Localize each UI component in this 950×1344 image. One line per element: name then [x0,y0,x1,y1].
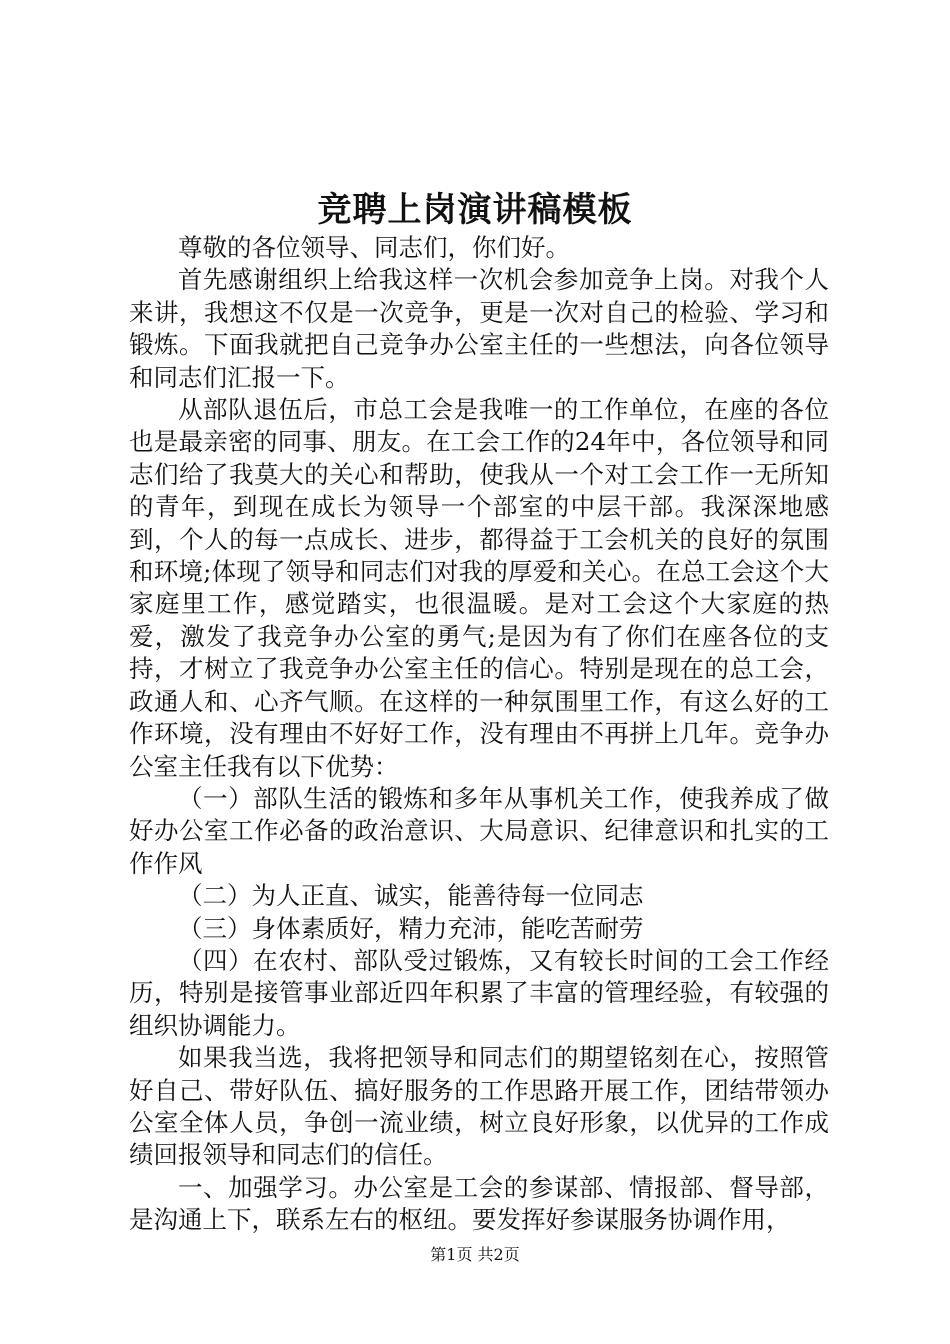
paragraph-background: 从部队退伍后，市总工会是我唯一的工作单位，在座的各位也是最亲密的同事、朋友。在工会工作的24年中，各位领导和同志们给了我莫大的关心和帮助，使我从一个对工会工作一无所知的青年，到现在成长为领导一个部室的中层干部。我深深地感到，个人的每一点成长、进步，都得益于工会机关的良好的氛围和环境;体现了领导和同志们对我的厚爱和关心。在总工会这个大家庭里工作，感觉踏实，也很温暖。是对工会这个大家庭的热爱，激发了我竞争办公室的勇气;是因为有了你们在座各位的支持，才树立了我竞争办公室主任的信心。特别是现在的总工会，政通人和、心齐气顺。在这样的一种氛围里工作，有这么好的工作环境，没有理由不好好工作，没有理由不再拼上几年。竞争办公室主任我有以下优势： [129,395,829,781]
document-body [129,232,829,1237]
paragraph-pledge: 如果我当选，我将把领导和同志们的期望铭刻在心，按照管好自己、带好队伍、搞好服务的工作思路开展工作，团结带领办公室全体人员，争创一流业绩，树立良好形象，以优异的工作成绩回报领导和同志们的信任。 [129,1043,829,1170]
paragraph-advantage-4: （四）在农村、部队受过锻炼，又有较长时间的工会工作经历，特别是接管事业部近四年积累了丰富的管理经验，有较强的组织协调能力。 [129,945,829,1040]
paragraph-intro: 首先感谢组织上给我这样一次机会参加竞争上岗。对我个人来讲，我想这不仅是一次竞争，更是一次对自己的检验、学习和锻炼。下面我就把自己竞争办公室主任的一些想法，向各位领导和同志们汇报一下。 [129,265,829,392]
paragraph-advantage-2: （二）为人正直、诚实，能善待每一位同志 [178,881,644,911]
page-footer: 第1页 共2页 [430,1245,520,1264]
paragraph-greeting: 尊敬的各位领导、同志们，你们好。 [178,233,570,262]
paragraph-advantage-3: （三）身体素质好，精力充沛，能吃苦耐劳 [178,913,644,943]
paragraph-advantage-1: （一）部队生活的锻炼和多年从事机关工作，使我养成了做好办公室工作必备的政治意识、大局意识、纪律意识和扎实的工作作风 [129,783,829,878]
paragraph-section-1: 一、加强学习。办公室是工会的参谋部、情报部、督导部，是沟通上下，联系左右的枢纽。要发挥好参谋服务协调作用， [129,1172,829,1235]
document-title: 竞聘上岗演讲稿模板 [317,190,633,230]
